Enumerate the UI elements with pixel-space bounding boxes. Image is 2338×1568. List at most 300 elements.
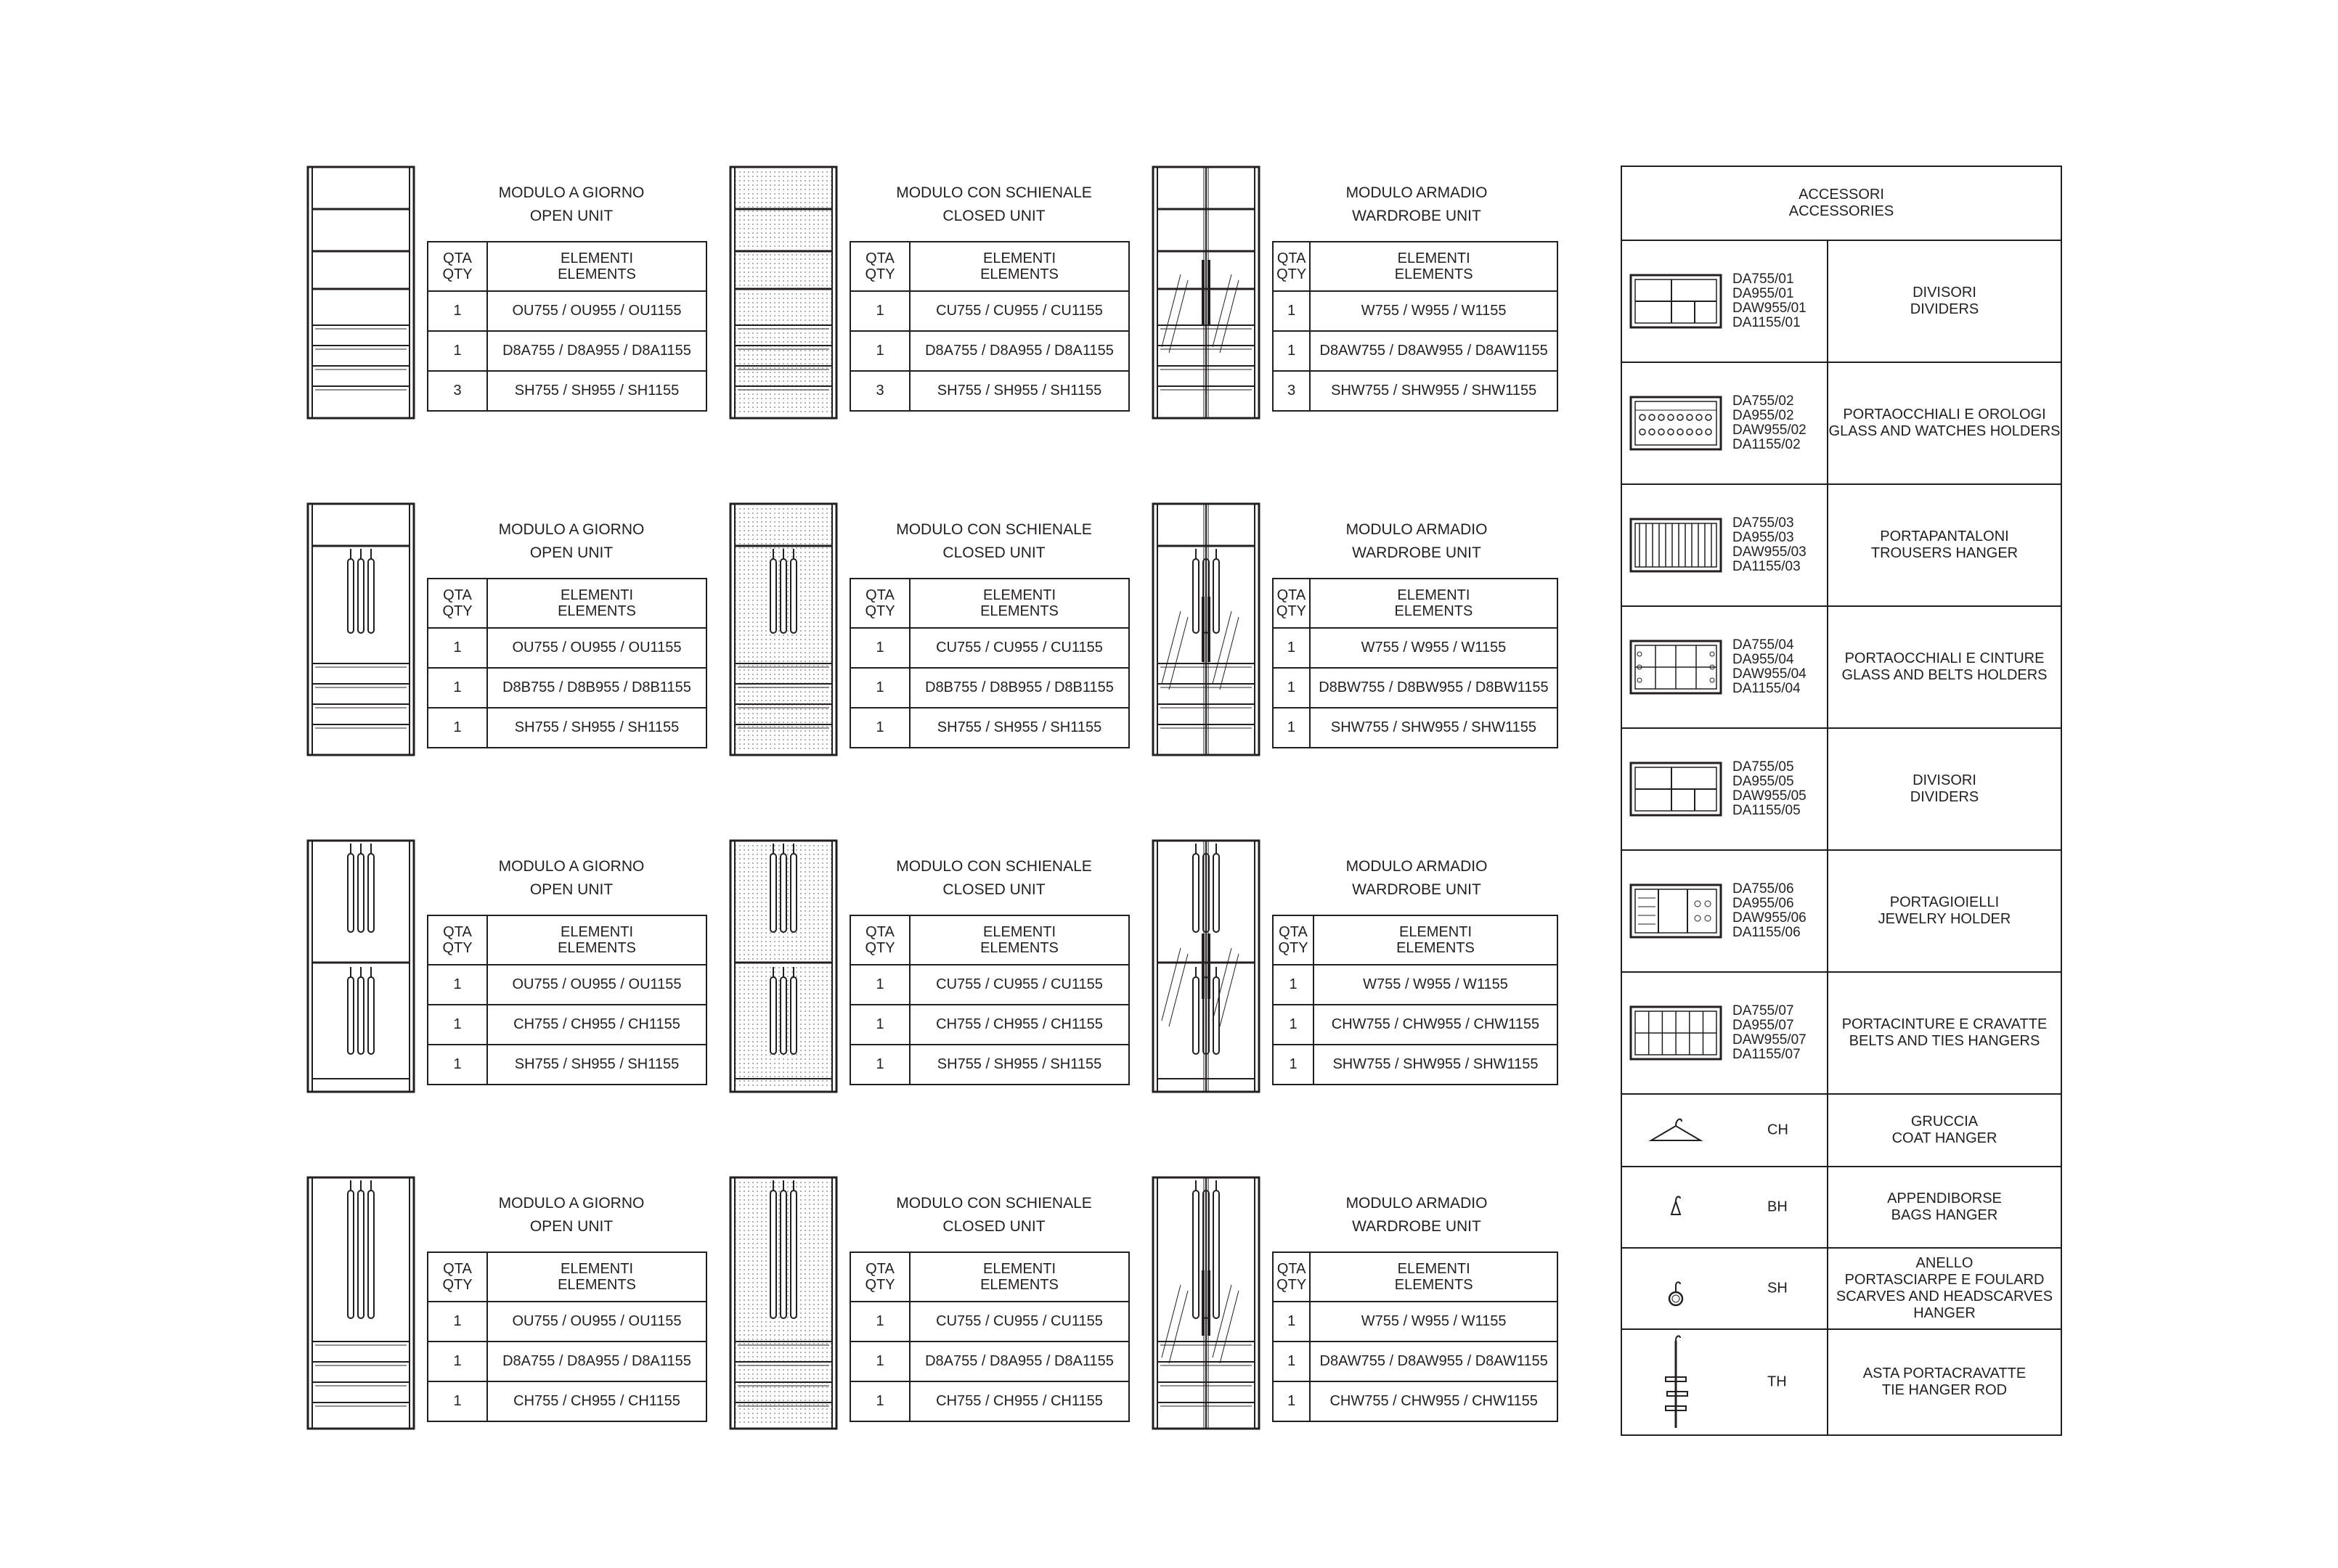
element-code-cell: OU755 / OU955 / OU1155 xyxy=(487,1302,706,1342)
table-row xyxy=(1273,371,1557,411)
accessory-name-line: JEWELRY HOLDER xyxy=(1878,911,2011,927)
table-row xyxy=(850,708,1129,748)
accessory-code: DAW955/02 xyxy=(1732,422,1807,438)
accessory-name-cell xyxy=(1828,606,2061,728)
accessory-code: TH xyxy=(1767,1373,1787,1390)
accessory-code: DA755/02 xyxy=(1732,393,1794,409)
qty-cell: 1 xyxy=(428,331,487,371)
closed-unit-drawing xyxy=(729,166,838,420)
module-row xyxy=(0,1176,1597,1437)
bag-hanger-icon xyxy=(1629,1185,1722,1229)
qty-header-label: QTY xyxy=(865,603,895,619)
elements-header xyxy=(910,915,1129,965)
accessory-code: DA755/03 xyxy=(1732,515,1794,531)
elements-header-label: ELEMENTS xyxy=(1394,603,1473,619)
module-title-en: WARDROBE UNIT xyxy=(1352,1218,1481,1235)
module-title-it: MODULO A GIORNO xyxy=(498,858,645,875)
module-title-it: MODULO ARMADIO xyxy=(1345,1195,1488,1212)
element-code-cell: D8A755 / D8A955 / D8A1155 xyxy=(910,1342,1129,1381)
element-code-cell: CH755 / CH955 / CH1155 xyxy=(910,1381,1129,1421)
accessory-name-line: SCARVES AND HEADSCARVES xyxy=(1836,1289,2053,1304)
qty-cell: 1 xyxy=(850,965,910,1005)
module-title-en: WARDROBE UNIT xyxy=(1352,881,1481,898)
module-title-en: WARDROBE UNIT xyxy=(1352,208,1481,224)
accessory-code: DA955/01 xyxy=(1732,286,1794,301)
qty-cell: 1 xyxy=(428,1045,487,1085)
accessory-name-line: COAT HANGER xyxy=(1891,1130,1997,1146)
accessory-name-line: APPENDIBORSE xyxy=(1887,1191,2002,1206)
elements-header-label: ELEMENTI xyxy=(1397,250,1470,266)
elements-table-header xyxy=(850,579,1129,628)
table-row xyxy=(1273,668,1557,708)
elements-header-label: ELEMENTS xyxy=(1394,266,1473,282)
accessory-codes xyxy=(1732,638,1807,696)
qty-header xyxy=(428,1252,487,1302)
accessory-name-cell xyxy=(1828,1329,2061,1435)
qty-header xyxy=(850,1252,910,1302)
element-code-cell: CH755 / CH955 / CH1155 xyxy=(910,1005,1129,1045)
qty-header-label: QTY xyxy=(442,603,473,619)
qty-header xyxy=(428,579,487,628)
qty-cell: 1 xyxy=(850,628,910,668)
accessory-name-line: DIVIDERS xyxy=(1910,301,1979,317)
accessory-code: DAW955/03 xyxy=(1732,544,1807,560)
module-title-it: MODULO CON SCHIENALE xyxy=(896,521,1092,538)
accessory-code: DA955/07 xyxy=(1732,1018,1794,1033)
accessory-codes xyxy=(1732,394,1807,452)
accessory-icon-cell xyxy=(1621,1094,1828,1167)
module-title xyxy=(852,181,1136,228)
closed-unit-module xyxy=(729,839,1136,1101)
element-code-cell: D8A755 / D8A955 / D8A1155 xyxy=(910,331,1129,371)
table-row xyxy=(1273,1342,1557,1381)
element-code-cell: CU755 / CU955 / CU1155 xyxy=(910,628,1129,668)
table-row xyxy=(850,1005,1129,1045)
wardrobe-unit-drawing xyxy=(1152,502,1260,756)
accessory-name-cell xyxy=(1828,1167,2061,1248)
qty-header-label: QTA xyxy=(865,250,895,266)
module-title-en: CLOSED UNIT xyxy=(942,208,1046,224)
module-title-it: MODULO CON SCHIENALE xyxy=(896,858,1092,875)
accessory-name-line: DIVIDERS xyxy=(1910,789,1979,805)
qty-header xyxy=(428,915,487,965)
accessory-code: DAW955/05 xyxy=(1732,788,1807,804)
elements-table xyxy=(850,578,1130,748)
accessory-code: CH xyxy=(1767,1122,1788,1138)
elements-table-header xyxy=(850,1252,1129,1302)
table-row xyxy=(428,1045,706,1085)
accessory-row xyxy=(1621,850,2061,972)
accessory-name-cell xyxy=(1828,240,2061,362)
closed-unit-module xyxy=(729,166,1136,427)
wardrobe-unit-module xyxy=(1152,502,1558,764)
elements-table xyxy=(1272,241,1558,412)
accessory-row xyxy=(1621,1094,2061,1167)
elements-table-header xyxy=(850,242,1129,291)
elements-table xyxy=(850,1251,1130,1422)
qty-header-label: QTA xyxy=(1279,924,1308,940)
accessory-name-line: BELTS AND TIES HANGERS xyxy=(1849,1033,2040,1049)
accessories-header-label: ACCESSORI xyxy=(1799,187,1884,203)
elements-table xyxy=(850,241,1130,412)
qty-header-label: QTA xyxy=(443,587,472,603)
table-row xyxy=(1273,1302,1557,1342)
accessory-name-line: TIE HANGER ROD xyxy=(1881,1382,2008,1398)
wardrobe-unit-module xyxy=(1152,1176,1558,1437)
qty-cell: 1 xyxy=(1273,1381,1310,1421)
closed-unit-drawing xyxy=(729,1176,838,1430)
elements-header xyxy=(1310,1252,1557,1302)
accessory-icon-cell xyxy=(1621,972,1828,1094)
elements-table xyxy=(850,915,1130,1085)
module-row xyxy=(0,839,1597,1101)
accessory-code: DA955/05 xyxy=(1732,774,1794,789)
table-row xyxy=(428,1302,706,1342)
accessory-code: DA955/04 xyxy=(1732,652,1794,667)
element-code-cell: D8BW755 / D8BW955 / D8BW1155 xyxy=(1310,668,1557,708)
elements-header xyxy=(487,1252,706,1302)
module-title-it: MODULO ARMADIO xyxy=(1345,858,1488,875)
elements-header-label: ELEMENTI xyxy=(560,1261,634,1277)
module-title-it: MODULO A GIORNO xyxy=(498,184,645,201)
qty-header-label: QTA xyxy=(1276,587,1306,603)
accessory-code: DA1155/02 xyxy=(1732,437,1801,452)
table-row xyxy=(428,371,706,411)
table-row xyxy=(428,1381,706,1421)
qty-cell: 1 xyxy=(428,1381,487,1421)
table-row xyxy=(850,1045,1129,1085)
accessory-codes xyxy=(1732,882,1807,940)
qty-cell: 1 xyxy=(850,1005,910,1045)
elements-header-label: ELEMENTS xyxy=(558,1277,636,1293)
module-row xyxy=(0,166,1597,427)
module-title xyxy=(852,855,1136,902)
qty-header xyxy=(1273,242,1310,291)
qty-header-label: QTY xyxy=(865,266,895,282)
module-title xyxy=(852,1192,1136,1238)
qty-header-label: QTY xyxy=(1278,940,1308,956)
table-row xyxy=(850,628,1129,668)
module-title xyxy=(1275,855,1558,902)
open-unit-module xyxy=(306,839,713,1101)
open-unit-drawing xyxy=(306,502,415,756)
accessory-name-cell xyxy=(1828,484,2061,606)
elements-header-label: ELEMENTS xyxy=(980,1277,1059,1293)
closed-unit-module xyxy=(729,1176,1136,1437)
tie-hanger-rod-icon xyxy=(1629,1334,1722,1431)
qty-cell: 3 xyxy=(428,371,487,411)
accessory-name-cell xyxy=(1828,1248,2061,1329)
accessory-name-line: PORTACINTURE E CRAVATTE xyxy=(1841,1016,2048,1032)
elements-header xyxy=(1310,579,1557,628)
qty-header-label: QTY xyxy=(442,266,473,282)
module-title xyxy=(430,855,713,902)
module-title-en: CLOSED UNIT xyxy=(942,544,1046,561)
elements-table xyxy=(427,1251,707,1422)
qty-cell: 1 xyxy=(850,1045,910,1085)
coat-hanger-icon xyxy=(1629,1108,1722,1152)
table-row xyxy=(428,1342,706,1381)
qty-cell: 1 xyxy=(1273,668,1310,708)
accessory-code: DAW955/01 xyxy=(1732,301,1807,316)
element-code-cell: OU755 / OU955 / OU1155 xyxy=(487,628,706,668)
qty-cell: 1 xyxy=(850,1381,910,1421)
module-title xyxy=(852,518,1136,565)
elements-header-label: ELEMENTI xyxy=(560,924,634,940)
accessory-codes xyxy=(1732,1004,1807,1062)
accessory-codes xyxy=(1732,760,1807,818)
qty-header-label: QTA xyxy=(1276,250,1306,266)
qty-header-label: QTA xyxy=(443,924,472,940)
open-unit-drawing xyxy=(306,166,415,420)
qty-cell: 1 xyxy=(850,708,910,748)
table-row xyxy=(850,1302,1129,1342)
qty-header-label: QTA xyxy=(865,1261,895,1277)
element-code-cell: CH755 / CH955 / CH1155 xyxy=(487,1005,706,1045)
accessory-code: DA1155/07 xyxy=(1732,1047,1801,1062)
element-code-cell: D8AW755 / D8AW955 / D8AW1155 xyxy=(1310,331,1557,371)
accessory-name-line: PORTAOCCHIALI E CINTURE xyxy=(1844,650,2045,666)
elements-table-header xyxy=(1273,915,1557,965)
accessory-row xyxy=(1621,1248,2061,1329)
table-row xyxy=(1273,331,1557,371)
qty-cell: 3 xyxy=(850,371,910,411)
element-code-cell: OU755 / OU955 / OU1155 xyxy=(487,291,706,331)
accessory-name-line: PORTAGIOIELLI xyxy=(1889,894,2000,910)
accessory-codes xyxy=(1767,1199,1788,1216)
closed-unit-drawing xyxy=(729,839,838,1093)
accessory-code: DA1155/06 xyxy=(1732,925,1801,940)
accessory-name-line: TROUSERS HANGER xyxy=(1870,545,2019,561)
wardrobe-unit-drawing xyxy=(1152,1176,1260,1430)
elements-header xyxy=(1310,242,1557,291)
jewelry-holder-icon xyxy=(1629,883,1722,939)
element-code-cell: CU755 / CU955 / CU1155 xyxy=(910,1302,1129,1342)
module-title-it: MODULO A GIORNO xyxy=(498,521,645,538)
element-code-cell: SH755 / SH955 / SH1155 xyxy=(487,371,706,411)
accessory-code: DA755/05 xyxy=(1732,759,1794,775)
glass-belts-holder-icon xyxy=(1629,640,1722,695)
qty-cell: 1 xyxy=(850,668,910,708)
accessory-name-cell xyxy=(1828,1094,2061,1167)
module-title xyxy=(430,1192,713,1238)
qty-header xyxy=(1273,1252,1310,1302)
qty-cell: 1 xyxy=(850,1302,910,1342)
element-code-cell: W755 / W955 / W1155 xyxy=(1310,628,1557,668)
elements-header xyxy=(1313,915,1557,965)
elements-header-label: ELEMENTI xyxy=(560,587,634,603)
elements-table-header xyxy=(1273,1252,1557,1302)
table-row xyxy=(428,668,706,708)
element-code-cell: D8B755 / D8B955 / D8B1155 xyxy=(487,668,706,708)
qty-cell: 1 xyxy=(1273,708,1310,748)
table-row xyxy=(1273,965,1557,1005)
accessory-code: DA755/04 xyxy=(1732,637,1794,653)
table-row xyxy=(428,291,706,331)
accessory-codes xyxy=(1767,1122,1788,1139)
element-code-cell: CH755 / CH955 / CH1155 xyxy=(487,1381,706,1421)
accessory-name-line: GLASS AND BELTS HOLDERS xyxy=(1841,667,2048,683)
accessory-code: SH xyxy=(1767,1280,1788,1297)
qty-cell: 1 xyxy=(1273,331,1310,371)
table-row xyxy=(1273,1381,1557,1421)
module-title-en: OPEN UNIT xyxy=(529,881,614,898)
table-row xyxy=(428,331,706,371)
trousers-hanger-icon xyxy=(1629,518,1722,573)
open-unit-module xyxy=(306,502,713,764)
qty-header-label: QTA xyxy=(865,924,895,940)
qty-header xyxy=(1273,915,1313,965)
elements-header-label: ELEMENTI xyxy=(1397,1261,1470,1277)
element-code-cell: W755 / W955 / W1155 xyxy=(1310,291,1557,331)
element-code-cell: CU755 / CU955 / CU1155 xyxy=(910,965,1129,1005)
qty-header-label: QTY xyxy=(865,1277,895,1293)
qty-header-label: QTY xyxy=(442,1277,473,1293)
element-code-cell: OU755 / OU955 / OU1155 xyxy=(487,965,706,1005)
qty-header-label: QTY xyxy=(1276,1277,1307,1293)
elements-header xyxy=(910,242,1129,291)
table-row xyxy=(850,668,1129,708)
elements-table xyxy=(427,578,707,748)
qty-cell: 1 xyxy=(428,1302,487,1342)
module-title xyxy=(430,518,713,565)
glass-watches-holder-icon xyxy=(1629,396,1722,451)
elements-header-label: ELEMENTI xyxy=(1397,587,1470,603)
qty-cell: 1 xyxy=(428,628,487,668)
elements-table-header xyxy=(1273,242,1557,291)
qty-header-label: QTY xyxy=(865,940,895,956)
table-row xyxy=(850,1381,1129,1421)
elements-header-label: ELEMENTS xyxy=(980,940,1059,956)
elements-table xyxy=(1272,915,1558,1085)
elements-header-label: ELEMENTS xyxy=(1394,1277,1473,1293)
elements-header-label: ELEMENTI xyxy=(982,924,1056,940)
element-code-cell: D8B755 / D8B955 / D8B1155 xyxy=(910,668,1129,708)
module-title xyxy=(1275,1192,1558,1238)
accessory-name-cell xyxy=(1828,972,2061,1094)
accessory-icon-cell xyxy=(1621,1329,1828,1435)
module-title-en: CLOSED UNIT xyxy=(942,881,1046,898)
element-code-cell: D8A755 / D8A955 / D8A1155 xyxy=(487,331,706,371)
qty-cell: 1 xyxy=(1273,628,1310,668)
table-row xyxy=(1273,628,1557,668)
accessory-name-line: GRUCCIA xyxy=(1910,1114,1979,1130)
elements-header-label: ELEMENTI xyxy=(1398,924,1473,940)
elements-header xyxy=(487,579,706,628)
elements-header-label: ELEMENTS xyxy=(558,940,636,956)
accessory-name-line: HANGER xyxy=(1913,1305,1976,1321)
elements-table xyxy=(1272,1251,1558,1422)
element-code-cell: SHW755 / SHW955 / SHW1155 xyxy=(1310,708,1557,748)
accessory-code: BH xyxy=(1767,1199,1788,1215)
qty-cell: 1 xyxy=(1273,1045,1313,1085)
qty-header xyxy=(1273,579,1310,628)
module-title-en: OPEN UNIT xyxy=(529,544,614,561)
accessory-code: DAW955/06 xyxy=(1732,910,1807,926)
qty-header xyxy=(428,242,487,291)
qty-header-label: QTY xyxy=(442,940,473,956)
module-title xyxy=(430,181,713,228)
wardrobe-unit-module xyxy=(1152,839,1558,1101)
qty-header-label: QTA xyxy=(443,1261,472,1277)
module-title xyxy=(1275,181,1558,228)
element-code-cell: SH755 / SH955 / SH1155 xyxy=(910,708,1129,748)
qty-cell: 1 xyxy=(428,668,487,708)
belts-ties-hanger-icon xyxy=(1629,1005,1722,1061)
elements-table xyxy=(427,241,707,412)
accessory-name-line: DIVISORI xyxy=(1913,285,1976,301)
elements-table-header xyxy=(1273,579,1557,628)
closed-unit-drawing xyxy=(729,502,838,756)
qty-cell: 1 xyxy=(1273,291,1310,331)
qty-header xyxy=(850,242,910,291)
elements-header-label: ELEMENTS xyxy=(1396,940,1475,956)
accessory-code: DA1155/05 xyxy=(1732,803,1801,818)
table-row xyxy=(1273,1005,1557,1045)
accessory-code: DA755/07 xyxy=(1732,1003,1794,1018)
wardrobe-unit-drawing xyxy=(1152,839,1260,1093)
qty-cell: 1 xyxy=(428,1005,487,1045)
accessory-name-cell xyxy=(1828,850,2061,972)
elements-header-label: ELEMENTI xyxy=(560,250,634,266)
qty-cell: 1 xyxy=(1273,965,1313,1005)
module-title-it: MODULO CON SCHIENALE xyxy=(896,1195,1092,1212)
accessory-row xyxy=(1621,972,2061,1094)
accessory-code: DA1155/01 xyxy=(1732,315,1801,330)
accessory-icon-cell xyxy=(1621,1167,1828,1248)
open-unit-module xyxy=(306,166,713,427)
accessories-table xyxy=(1621,166,2062,1436)
qty-header-label: QTY xyxy=(1276,266,1307,282)
element-code-cell: CU755 / CU955 / CU1155 xyxy=(910,291,1129,331)
qty-header xyxy=(850,915,910,965)
accessory-row xyxy=(1621,240,2061,362)
elements-header-label: ELEMENTS xyxy=(558,603,636,619)
elements-header xyxy=(910,579,1129,628)
accessory-icon-cell xyxy=(1621,850,1828,972)
accessory-name-line: PORTASCIARPE E FOULARD xyxy=(1844,1272,2045,1288)
element-code-cell: SH755 / SH955 / SH1155 xyxy=(487,1045,706,1085)
accessory-row xyxy=(1621,1329,2061,1435)
module-title-it: MODULO A GIORNO xyxy=(498,1195,645,1212)
accessory-code: DA955/03 xyxy=(1732,530,1794,545)
accessory-code: DA755/01 xyxy=(1732,271,1794,287)
element-code-cell: SHW755 / SHW955 / SHW1155 xyxy=(1310,371,1557,411)
elements-header-label: ELEMENTI xyxy=(982,587,1056,603)
accessory-code: DAW955/07 xyxy=(1732,1032,1807,1048)
accessory-codes xyxy=(1767,1374,1787,1391)
elements-table-header xyxy=(428,915,706,965)
module-title-it: MODULO ARMADIO xyxy=(1345,521,1488,538)
module-title-en: OPEN UNIT xyxy=(529,1218,614,1235)
dividers-alt-icon xyxy=(1629,761,1722,817)
accessory-name-cell xyxy=(1828,362,2061,484)
elements-header-label: ELEMENTS xyxy=(980,266,1059,282)
accessory-name-line: PORTAPANTALONI xyxy=(1880,528,2009,544)
accessory-icon-cell xyxy=(1621,484,1828,606)
table-row xyxy=(850,1342,1129,1381)
element-code-cell: SH755 / SH955 / SH1155 xyxy=(487,708,706,748)
accessories-header-label: ACCESSORIES xyxy=(1788,203,1894,219)
open-unit-module xyxy=(306,1176,713,1437)
module-title-it: MODULO CON SCHIENALE xyxy=(896,184,1092,201)
accessory-code: DA1155/03 xyxy=(1732,559,1801,574)
accessory-row xyxy=(1621,728,2061,850)
elements-table xyxy=(1272,578,1558,748)
accessory-icon-cell xyxy=(1621,240,1828,362)
wardrobe-unit-drawing xyxy=(1152,166,1260,420)
elements-header-label: ELEMENTS xyxy=(980,603,1059,619)
